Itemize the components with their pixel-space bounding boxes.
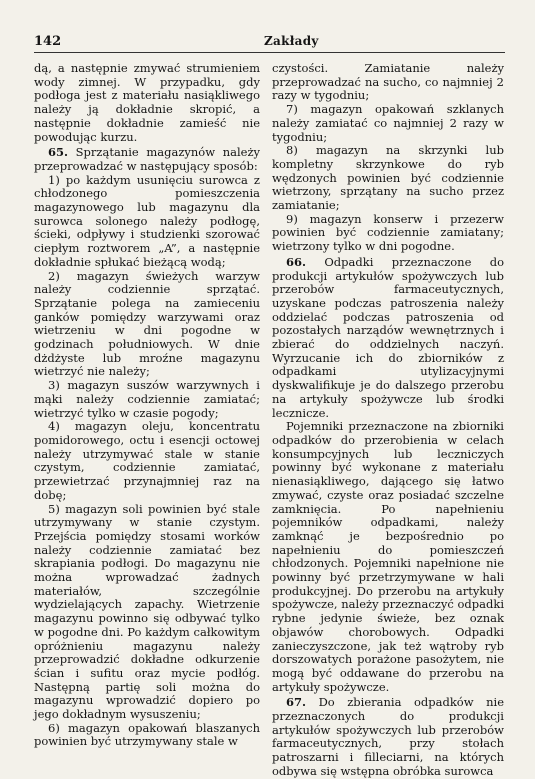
list-item: 1) po każdym usunięciu surowca z chłodzonego pomieszczenia magazynowego lub magazynu dla surowca solonego należy podłogę, ścieki, odpływy i studzienki szorować ciepłym roztworem „A”, a następnie dokładnie spłukać bieżącą wodą; [34, 172, 260, 269]
section-number: 65. [48, 145, 69, 160]
section-number: 67. [286, 695, 307, 710]
paragraph-text: Do zbierania odpadków nie przeznaczonych do produkcji artykułów spożywczych lub przerobów farmaceutycznych, przy stołach patroszarni i filleciarni, na których odbywa się wstępna obróbka surowca [272, 695, 504, 778]
section-67 [272, 696, 504, 778]
paragraph: dą, a następnie zmywać strumieniem wody zimnej. W przypadku, gdy podłoga jest z materiału nasiąkliwego należy ją dokładnie skropić, a następnie dokładnie zamieść nie powodując kurzu. [34, 61, 260, 144]
right-column [272, 62, 504, 779]
page-header [34, 34, 505, 53]
section-65 [34, 146, 260, 173]
paragraph-text: Sprzątanie magazynów należy przeprowadzać w następujący sposób: [34, 145, 261, 173]
left-column [34, 62, 260, 749]
section-66 [272, 256, 504, 420]
paragraph-text: Odpadki przeznaczone do produkcji artykułów spożywczych lub przerobów farmaceutycznych, uzyskane podczas patroszenia należy oddzielać podczas patroszenia od pozostałych narządów wewnętrznych i zbierać do oddzielnych naczyń. Wyrzucanie ich do zbiorników z odpadkami utylizacyjnymi dyskwalifikuje je do dalszego przerobu na artykuły spożywcze lub środki lecznicze. [272, 254, 505, 420]
running-title: Zakłady [264, 34, 319, 48]
paragraph: czystości. Zamiatanie należy przeprowadzać na sucho, co najmniej 2 razy w tygodniu; [272, 61, 504, 103]
list-item: 3) magazyn suszów warzywnych i mąki należy codziennie zamiatać; wietrzyć tylko w czasie pogody; [34, 378, 260, 420]
list-item: 9) magazyn konserw i przezerw powinien być codziennie zamiatany; wietrzony tylko w dni pogodne. [272, 211, 504, 254]
list-item: 2) magazyn świeżych warzyw należy codziennie sprzątać. Sprzątanie polega na zamieceniu ganków pomiędzy warzywami oraz wietrzeniu w dni pogodne w godzinach południowych. W dnie dżdżyste lub mroźne magazynu wietrzyć nie należy; [34, 268, 260, 379]
page-number: 142 [34, 34, 62, 49]
list-item: 4) magazyn oleju, koncentratu pomidorowego, octu i esencji octowej należy utrzymywać stale w stanie czystym, codziennie zamiatać, przewietrzać przynajmniej raz na dobę; [34, 419, 260, 502]
paragraph: Pojemniki przeznaczone na zbiorniki odpadków do przerobienia w celach konsumpcyjnych lub leczniczych powinny być wykonane z materiału nienasiąkliwego, dającego się łatwo zmywać, czyste oraz posiadać szczelne zamknięcia. Po napełnieniu pojemników odpadkami, należy zamknąć je bezpośrednio po napełnieniu do pomieszczeń chłodzonych. Pojemniki napełnione nie powinny być przetrzymywane w hali produkcyjnej. Do przerobu na artykuły spożywcze, należy przeznaczyć odpadki rybne jedynie świeże, bez oznak objawów chorobowych. Odpadki zanieczyszczone, jak też wątroby ryb dorszowatych porażone pasożytem, nie mogą być oddawane do przerobu na artykuły spożywcze. [272, 419, 504, 694]
list-item: 6) magazyn opakowań blaszanych powinien być utrzymywany stale w [34, 720, 260, 749]
list-item: 8) magazyn na skrzynki lub kompletny skrzynkowe do ryb wędzonych powinien być codziennie wietrzony, sprzątany na sucho przez zamiatanie; [272, 143, 504, 213]
list-item: 7) magazyn opakowań szklanych należy zamiatać co najmniej 2 razy w tygodniu; [272, 102, 504, 144]
section-number: 66. [286, 254, 307, 269]
list-item: 5) magazyn soli powinien być stale utrzymywany w stanie czystym. Przejścia pomiędzy stosami worków należy codziennie zamiatać bez skrapiania podłogi. Do magazynu nie można wprowadzać żadnych materiałów, szczególnie wydzielających zapachy. Wietrzenie magazynu powinno się odbywać tylko w pogodne dni. Po każdym całkowitym opróżnieniu magazynu należy przeprowadzić dokładne odkurzenie ścian i sufitu oraz mycie podłóg. Następną partię soli można do magazynu wprowadzić dopiero po jego dokładnym wysuszeniu; [34, 501, 260, 722]
